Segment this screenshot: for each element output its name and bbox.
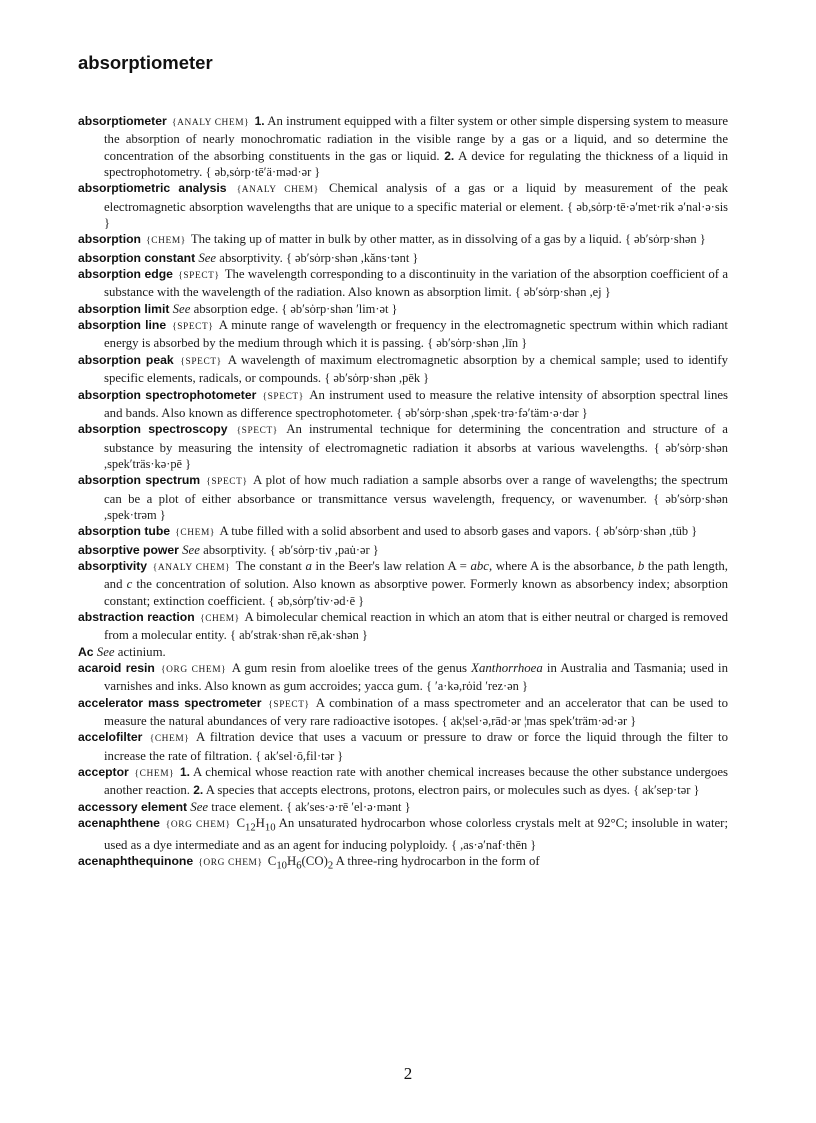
pronunciation: { ′a·kə,rȯid ′rez·ən } (425, 679, 528, 694)
pronunciation: { əb,sȯrp·tē·ə′met·rik ə′nal·ə·sis } (104, 199, 728, 231)
subject-field-label: {CHEM} (200, 613, 240, 624)
subject-field-label: {CHEM} (134, 769, 175, 780)
dictionary-entry: absorption spectroscopy {SPECT} An instrumental technique for determining the concentration and structure of a substance by measuring the intensity of electromagnetic radiation it absorbs at various wavelengths. { əb′sȯrp·shən ,spek′träs·kə·pē } (78, 422, 728, 471)
headword: accelofilter (78, 730, 143, 745)
pronunciation: { ak′sep·tər } (633, 783, 700, 798)
pronunciation: { əb,sȯrp·tē′ä·məd·ər } (205, 165, 321, 180)
dictionary-entry: abstraction reaction {CHEM} A bimolecular chemical reaction in which an atom that is either neutral or charged is removed from a molecular entity. { ab′strak·shən rē,ak·shən } (78, 609, 728, 643)
headword: absorption tube (78, 524, 171, 539)
headword: Ac (78, 644, 94, 659)
dictionary-entry: accelofilter {CHEM} A filtration device that uses a vacuum or pressure to draw or force the liquid through the filter to increase the rate of filtration. { ak′sel·ō,fil·tər } (78, 730, 728, 763)
cross-reference-label: See (96, 644, 115, 659)
dictionary-entry: absorption limit See absorption edge. { əb′sȯrp·shən ′lim·ət } (78, 301, 398, 316)
headword: absorption (78, 232, 141, 247)
headword: absorptiometer (78, 114, 167, 128)
subject-field-label: {SPECT} (180, 356, 222, 367)
pronunciation: { əb′sȯrp·tiv ,pau̇·ər } (269, 542, 379, 557)
subject-field-label: {ORG CHEM} (161, 665, 227, 675)
dictionary-entry: acaroid resin {ORG CHEM} A gum resin from aloelike trees of the genus Xanthorrhoea in Australia and Tasmania; used in varnishes and inks. Also known as gum accroides; yacca gum. { ′a·kə,rȯid ′rez·ən } (78, 661, 729, 694)
sense-number: 2. (193, 783, 204, 798)
subject-field-label: {SPECT} (268, 699, 310, 710)
subject-field-label: {SPECT} (172, 322, 214, 333)
pronunciation: { əb′sȯrp·shən ′lim·ət } (281, 301, 398, 316)
subject-field-label: {SPECT} (236, 426, 278, 437)
sense-number: 1. (254, 114, 265, 128)
page-number: 2 (403, 1064, 413, 1083)
dictionary-entry: acenaphthene {ORG CHEM} $C_{12}H_{10}$ An unsaturated hydrocarbon whose colorless crystals melt at 92°C; insoluble in water; used as a dye intermediate and as an agent for inducing polyploidy. { ,as·ə′naf·thēn } (78, 816, 729, 852)
subject-field-label: {SPECT} (262, 391, 304, 402)
dictionary-entry: absorption {CHEM} The taking up of matter in bulk by other matter, as in dissolving of a gas by a liquid. { əb′sȯrp·shən } (78, 232, 706, 247)
pronunciation: { ak′ses·ə·rē ′el·ə·mənt } (286, 799, 411, 814)
headword: absorptivity (78, 558, 148, 573)
headword: acaroid resin (78, 661, 155, 675)
pronunciation: { əb′sȯrp·shən ,spek′träs·kə·pē } (104, 440, 728, 471)
subject-field-label: {ORG CHEM} (198, 858, 263, 869)
dictionary-entry: accessory element See trace element. { ak′ses·ə·rē ′el·ə·mənt } (78, 799, 411, 814)
subject-field-label: {CHEM} (175, 528, 215, 539)
subject-field-label: {ANALY CHEM} (152, 562, 231, 573)
pronunciation: { əb′sȯrp·shən } (624, 232, 706, 247)
dictionary-entry: absorptive power See absorptivity. { əb′sȯrp·tiv ,pau̇·ər } (78, 542, 379, 557)
dictionary-entry: absorptivity {ANALY CHEM} The constant a in the Beer's law relation A = abc, where A is the absorbance, b the path length, and c the concentration of solution. Also known as absorptive power. Formerly known as absorbency index; absorption constant; extinction coefficient. { əb,sȯrp′tiv·əd·ē } (78, 558, 728, 608)
headword: absorption limit (78, 301, 170, 316)
pronunciation: { əb′sȯrp·shən ,pēk } (324, 371, 430, 386)
dictionary-entry: Ac See actinium. (78, 644, 166, 659)
dictionary-entry: absorptiometer {ANALY CHEM} 1. An instrument equipped with a filter system or other simple dispersing system to measure the absorption of nearly monochromatic radiation in the visible range by a gas or a liquid, and so determine the concentration of the absorbing constituents in the gas or liquid. 2. A device for regulating the thickness of a liquid in spectrophotometry. { əb,sȯrp·tē′ä·məd·ər } (78, 114, 729, 180)
dictionary-entry: accelerator mass spectrometer {SPECT} A combination of a mass spectrometer and an accelerator that can be used to measure the natural abundances of very rare radioactive isotopes. { ak¦sel·ə,rād·ər ¦mas spek′träm·əd·ər } (78, 695, 728, 729)
pronunciation: { əb′sȯrp·shən ,ej } (514, 285, 611, 300)
cross-reference-label: See (172, 301, 191, 316)
pronunciation: { əb′sȯrp·shən ,spek·trə·fə′täm·ə·dər } (396, 405, 588, 420)
subject-field-label: {CHEM} (149, 734, 190, 745)
headword: absorptiometric analysis (78, 181, 227, 196)
subject-field-label: {SPECT} (206, 477, 248, 488)
headword: abstraction reaction (78, 609, 195, 624)
headword: accelerator mass spectrometer (78, 695, 262, 710)
entry-list (78, 113, 728, 875)
sense-number: 2. (444, 148, 455, 163)
headword: absorption spectrophotometer (78, 387, 257, 402)
dictionary-entry: absorption tube {CHEM} A tube filled with a solid absorbent and used to absorb gases and vapors. { əb′sȯrp·shən ,tüb } (78, 524, 698, 539)
headword: acceptor (78, 765, 129, 780)
pronunciation: { əb′sȯrp·shən ,līn } (427, 336, 528, 351)
dictionary-entry: absorption spectrophotometer {SPECT} An instrument used to measure the relative intensity of absorption spectral lines and bands. Also known as difference spectrophotometer. { əb′sȯrp·shən ,spek·trə·fə′täm·ə·dər } (78, 387, 729, 420)
subject-field-label: {ORG CHEM} (165, 820, 231, 831)
headword: acenaphthequinone (78, 854, 194, 869)
dictionary-entry: absorption line {SPECT} A minute range of wavelength or frequency in the electromagnetic spectrum within which radiant energy is absorbed by the medium through which it is passing. { əb′sȯrp·shən ,līn } (78, 318, 728, 351)
cross-reference-label: See (190, 799, 209, 814)
headword: absorption line (78, 318, 167, 333)
headword: absorption peak (78, 352, 174, 367)
running-head: absorptiometer (78, 52, 213, 73)
pronunciation: { əb′sȯrp·shən ,tüb } (594, 524, 698, 539)
pronunciation: { əb,sȯrp′tiv·əd·ē } (268, 593, 365, 608)
pronunciation: { ab′strak·shən rē,ak·shən } (230, 628, 368, 643)
headword: absorption spectroscopy (78, 422, 228, 437)
dictionary-entry: acenaphthequinone {ORG CHEM} $C_{10}H_6(CO)_2$ A three-ring hydrocarbon in the form of (78, 854, 540, 872)
headword: absorptive power (78, 542, 179, 557)
headword: accessory element (78, 799, 188, 814)
subject-field-label: {ANALY CHEM} (236, 185, 319, 196)
dictionary-entry: acceptor {CHEM} 1. A chemical whose reaction rate with another chemical increases because the other substance undergoes another reaction. 2. A species that accepts electrons, protons, electron pairs, or molecules such as dyes. { ak′sep·tər } (78, 765, 729, 798)
dictionary-entry: absorptiometric analysis {ANALY CHEM} Chemical analysis of a gas or a liquid by measurement of the peak electromagnetic absorption wavelengths that are unique to a specific material or element. { əb,sȯrp·tē·ə′met·rik ə′nal·ə·sis } (78, 181, 728, 231)
pronunciation: { ak′sel·ō,fil·tər } (255, 748, 344, 763)
dictionary-entry: absorption edge {SPECT} The wavelength corresponding to a discontinuity in the variation of the absorption coefficient of a substance with the wavelength of the radiation. Also known as absorption limit. { əb′sȯrp·shən ,ej } (78, 267, 728, 300)
subject-field-label: {ANALY CHEM} (172, 118, 250, 128)
headword: absorption edge (78, 267, 173, 282)
headword: absorption constant (78, 250, 196, 265)
subject-field-label: {CHEM} (146, 236, 186, 247)
dictionary-entry: absorption spectrum {SPECT} A plot of how much radiation a sample absorbs over a range of wavelengths; the spectrum can be a plot of either absorbance or transmittance versus wavelength, frequency, or wavenumber. { əb′sȯrp·shən ,spek·trəm } (78, 473, 729, 522)
dictionary-entry: absorption constant See absorptivity. { əb′sȯrp·shən ,kăns·tənt } (78, 250, 419, 265)
cross-reference-label: See (198, 250, 217, 265)
sense-number: 1. (179, 765, 190, 780)
cross-reference-label: See (182, 542, 200, 557)
subject-field-label: {SPECT} (178, 271, 220, 282)
pronunciation: { əb′sȯrp·shən ,spek·trəm } (104, 491, 728, 522)
dictionary-entry: absorption peak {SPECT} A wavelength of maximum electromagnetic absorption by a chemical sample; used to identify specific elements, radicals, or compounds. { əb′sȯrp·shən ,pēk } (78, 352, 728, 386)
pronunciation: { ak¦sel·ə,rād·ər ¦mas spek′träm·əd·ər } (441, 714, 637, 729)
headword: acenaphthene (78, 816, 160, 831)
pronunciation: { ,as·ə′naf·thēn } (451, 837, 537, 852)
headword: absorption spectrum (78, 473, 201, 488)
pronunciation: { əb′sȯrp·shən ,kăns·tənt } (286, 250, 419, 265)
